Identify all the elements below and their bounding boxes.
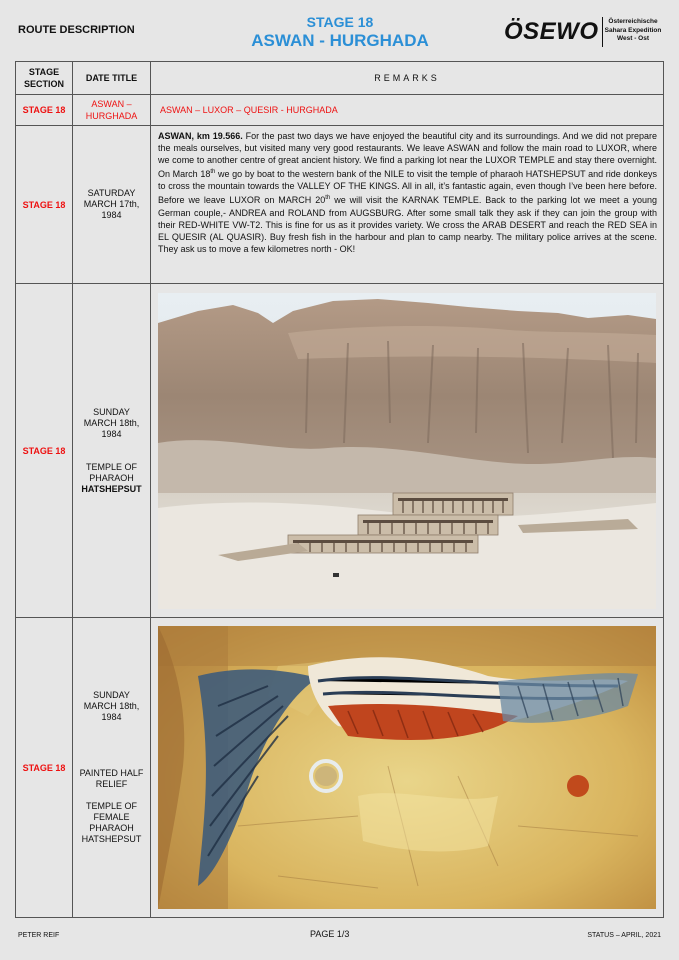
relief-photo — [158, 626, 656, 909]
title-row — [16, 95, 664, 126]
temple-photo — [158, 293, 656, 609]
stage-label: STAGE 18 — [16, 284, 73, 618]
section-label: ROUTE DESCRIPTION — [18, 24, 135, 36]
photo-cell — [151, 618, 664, 918]
photo-row-temple — [16, 284, 664, 618]
relief-photo-image — [158, 626, 656, 909]
remark-text: ASWAN, km 19.566. For the past two days we have enjoyed the beautiful city and its surroundings. And we did not prepare the meals ourselves, but visited many very good restaurants. We leave ASWAN and follow the main road to LUXOR, where we come to another centre of great ancient history. We find a parking lot near the LUXOR TEMPLE and stay there overnight. On March 18th we go by boat to the western bank of the NILE to visit the temple of pharaoh HATSHEPSUT and ride donkeys to cross the mountain towards the VALLEY OF THE KINGS. All in all, it’s fantastic again, even though I’ve been here before. Before we leave LUXOR on MARCH 20th we will visit the KARNAK TEMPLE. Back to the parking lot we meet a young German couple,- ANDREA and ROLAND from AUGSBURG. After some small talk they ask if they can join the group with their RED-WHITE VW-T2. This is fine for us as it provides variety. We cross the ARAB DESERT and reach the RED SEA in EL QUESIR (AL QUASIR). Buy fresh fish in the harbour and plan to camp nearby. The military police arrives at the scene. They ask us to move a few kilometres north - OK! — [151, 126, 664, 284]
temple-photo-image — [158, 293, 656, 609]
route-title: ASWAN - HURGHADA — [251, 31, 429, 50]
logo-subtitle: Österreichische Sahara Expedition West - Ost — [604, 18, 662, 42]
col-remarks: REMARKS — [151, 62, 664, 95]
stage-label: STAGE 18 — [16, 618, 73, 918]
date-cell: SATURDAY MARCH 17th, 1984 — [73, 126, 151, 284]
text-row — [16, 126, 664, 284]
footer-page-number: PAGE 1/3 — [310, 929, 350, 939]
stage-remark: ASWAN – LUXOR – QUESIR - HURGHADA — [151, 95, 664, 126]
col-stage-section: STAGE SECTION — [16, 62, 73, 95]
stage-title: ASWAN – HURGHADA — [73, 95, 151, 126]
date-cell: SUNDAY MARCH 18th, 1984 TEMPLE OF PHARAOH HATSHEPSUT — [73, 284, 151, 618]
stage-number: STAGE 18 — [306, 14, 374, 30]
footer-author: PETER REIF — [18, 932, 60, 939]
footer-status: STATUS – APRIL, 2021 — [587, 932, 661, 939]
stage-label: STAGE 18 — [16, 126, 73, 284]
stage-label: STAGE 18 — [16, 95, 73, 126]
date-cell: SUNDAY MARCH 18th, 1984 PAINTED HALF RELIEF TEMPLE OF FEMALE PHARAOH HATSHEPSUT — [73, 618, 151, 918]
col-date-title: DATE TITLE — [73, 62, 151, 95]
column-header-row — [16, 62, 664, 95]
photo-cell — [151, 284, 664, 618]
photo-row-relief — [16, 618, 664, 918]
logo-divider — [602, 17, 603, 47]
page-title — [240, 14, 440, 51]
logo: ÖSEWO — [504, 18, 599, 45]
route-table — [15, 61, 664, 918]
